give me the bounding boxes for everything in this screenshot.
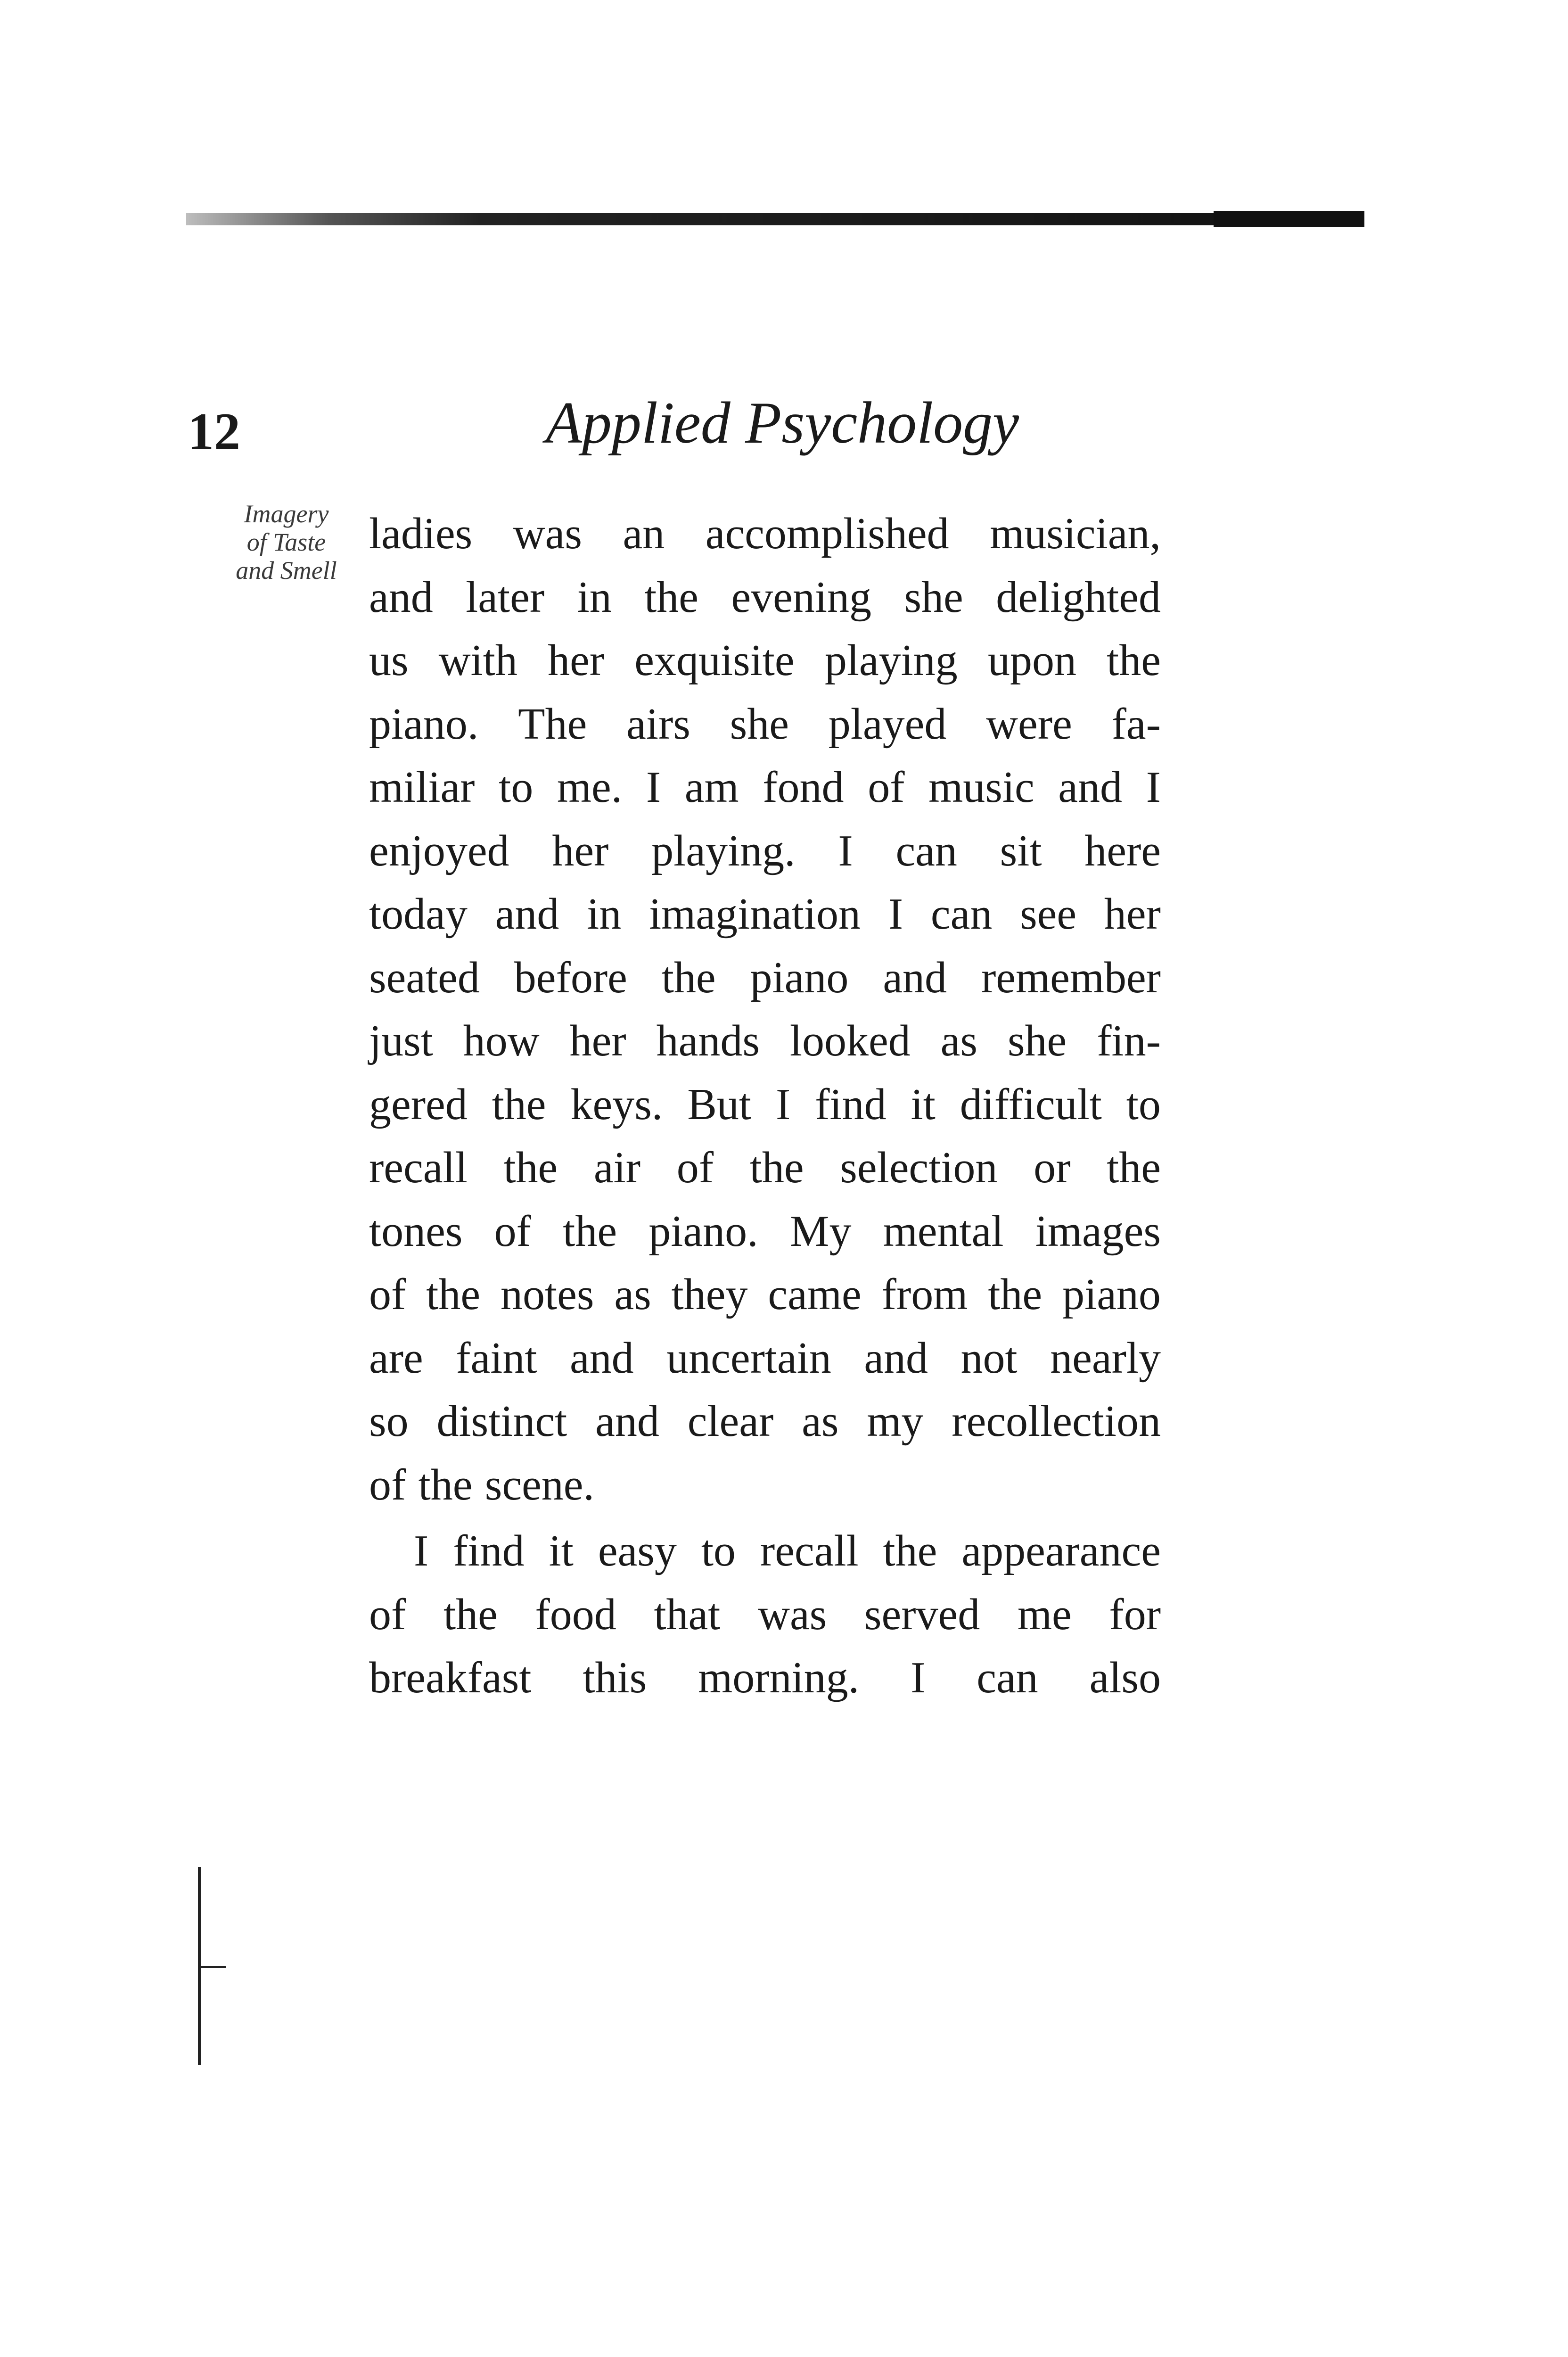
word: faint <box>456 1333 537 1383</box>
word: piano. <box>369 699 479 749</box>
word: as <box>802 1397 839 1446</box>
word: that <box>654 1590 721 1639</box>
word: fa- <box>1111 699 1161 749</box>
word: airs <box>626 699 690 749</box>
word: I <box>888 890 903 939</box>
word: was <box>513 509 582 558</box>
word: ladies <box>369 509 473 558</box>
word: her <box>1104 890 1161 939</box>
word: I <box>838 826 853 875</box>
word: exquisite <box>634 636 795 685</box>
body-text <box>369 502 1161 1710</box>
word: with <box>438 636 517 685</box>
margin-scan-mark <box>198 1966 226 1968</box>
word: notes <box>501 1270 594 1319</box>
word: accomplished <box>705 509 949 558</box>
text-line <box>369 566 1161 629</box>
word: the <box>883 1526 937 1575</box>
text-line <box>369 1136 1161 1200</box>
word: the <box>503 1143 558 1192</box>
text-line <box>369 629 1161 692</box>
word: as <box>614 1270 651 1319</box>
word: was <box>758 1590 827 1639</box>
running-title: Applied Psychology <box>545 390 1019 456</box>
word: it <box>549 1526 574 1575</box>
text-line <box>369 819 1161 883</box>
word: piano. <box>649 1206 758 1256</box>
top-rule <box>186 213 1364 225</box>
word: The <box>518 699 587 749</box>
word: and <box>1058 763 1123 812</box>
word: miliar <box>369 763 475 812</box>
word: tones <box>369 1206 463 1256</box>
text-line <box>369 882 1161 946</box>
word: the <box>661 953 716 1002</box>
word: upon <box>987 636 1076 685</box>
word: seated <box>369 953 480 1002</box>
word: am <box>684 763 739 812</box>
word: find <box>815 1080 887 1129</box>
word: the <box>1107 1143 1161 1192</box>
word: just <box>369 1016 433 1065</box>
word: to <box>701 1526 736 1575</box>
page-number: 12 <box>188 403 240 461</box>
text-line <box>369 1073 1161 1137</box>
word: sit <box>1000 826 1042 875</box>
word: I <box>1146 763 1161 812</box>
text-line <box>369 1327 1161 1390</box>
word: can <box>977 1653 1038 1702</box>
word: delighted <box>996 572 1161 622</box>
word: enjoyed <box>369 826 509 875</box>
word: she <box>1007 1016 1067 1065</box>
word: uncertain <box>666 1333 831 1383</box>
word: of <box>494 1206 531 1256</box>
word: came <box>768 1270 862 1319</box>
word: recollection <box>952 1397 1161 1446</box>
word: looked <box>789 1016 911 1065</box>
word: the <box>563 1206 617 1256</box>
word: here <box>1084 826 1161 875</box>
word: and <box>595 1397 659 1446</box>
word: they <box>671 1270 748 1319</box>
word: the <box>418 1460 473 1509</box>
word: me. <box>557 763 623 812</box>
word: it <box>911 1080 936 1129</box>
word: fin- <box>1097 1016 1161 1065</box>
word: and <box>369 572 433 622</box>
text-line <box>369 692 1161 756</box>
word: not <box>961 1333 1018 1383</box>
word: the <box>988 1270 1043 1319</box>
word: of <box>369 1590 406 1639</box>
word: the <box>426 1270 481 1319</box>
word: of <box>369 1460 406 1509</box>
text-line <box>369 1263 1161 1327</box>
text-line <box>369 756 1161 819</box>
word: distinct <box>436 1397 567 1446</box>
word: her <box>552 826 609 875</box>
side-note-line: of Taste <box>246 528 326 556</box>
word: played <box>828 699 947 749</box>
word: served <box>864 1590 980 1639</box>
word: so <box>369 1397 409 1446</box>
word: in <box>587 890 622 939</box>
word: I <box>775 1080 791 1129</box>
word: are <box>369 1333 423 1383</box>
word: and <box>864 1333 928 1383</box>
word: food <box>535 1590 616 1639</box>
word: air <box>593 1143 641 1192</box>
text-line <box>369 1390 1161 1453</box>
word: in <box>577 572 612 622</box>
word: gered <box>369 1080 468 1129</box>
text-line <box>369 1200 1161 1263</box>
word: clear <box>687 1397 774 1446</box>
word: can <box>895 826 957 875</box>
text-line <box>369 1009 1161 1073</box>
word: breakfast <box>369 1653 532 1702</box>
word: I <box>414 1526 429 1575</box>
word: playing. <box>651 826 796 875</box>
word: before <box>514 953 627 1002</box>
word: scene. <box>484 1460 595 1509</box>
word: as <box>940 1016 977 1065</box>
word: playing <box>824 636 958 685</box>
word: the <box>749 1143 804 1192</box>
word: evening <box>731 572 871 622</box>
word: to <box>1126 1080 1161 1129</box>
word: an <box>623 509 665 558</box>
word: later <box>466 572 545 622</box>
word: my <box>867 1397 924 1446</box>
text-line <box>369 946 1161 1010</box>
word: how <box>463 1016 540 1065</box>
word: she <box>730 699 789 749</box>
text-line <box>369 1583 1161 1647</box>
word: music <box>928 763 1034 812</box>
word: also <box>1089 1653 1161 1702</box>
word: nearly <box>1050 1333 1161 1383</box>
word: her <box>569 1016 626 1065</box>
word: keys. <box>570 1080 663 1129</box>
word: the <box>443 1590 498 1639</box>
word: were <box>986 699 1072 749</box>
word: musician, <box>990 509 1161 558</box>
word: find <box>453 1526 525 1575</box>
text-line <box>369 502 1161 566</box>
word: she <box>904 572 963 622</box>
word: and <box>883 953 947 1002</box>
word: of <box>369 1270 406 1319</box>
word: of <box>676 1143 714 1192</box>
word: me <box>1017 1590 1072 1639</box>
word: mental <box>883 1206 1004 1256</box>
word: I <box>911 1653 926 1702</box>
word: of <box>868 763 905 812</box>
word: images <box>1035 1206 1161 1256</box>
word: her <box>548 636 605 685</box>
word: the <box>644 572 698 622</box>
word: the <box>492 1080 546 1129</box>
word: or <box>1034 1143 1071 1192</box>
word: selection <box>840 1143 998 1192</box>
word: piano <box>1062 1270 1161 1319</box>
word: from <box>881 1270 968 1319</box>
word: fond <box>763 763 844 812</box>
word: But <box>687 1080 752 1129</box>
word: I <box>646 763 661 812</box>
text-line <box>369 1519 1161 1583</box>
word: imagination <box>649 890 861 939</box>
word: for <box>1109 1590 1161 1639</box>
word: see <box>1020 890 1077 939</box>
word: easy <box>598 1526 677 1575</box>
word: morning. <box>698 1653 860 1702</box>
text-line <box>369 1646 1161 1710</box>
word: us <box>369 636 409 685</box>
text-line <box>369 1453 1161 1517</box>
top-rule-end <box>1214 211 1364 227</box>
word: difficult <box>960 1080 1102 1129</box>
word: remember <box>981 953 1161 1002</box>
side-note-line: Imagery <box>244 500 329 528</box>
word: to <box>499 763 534 812</box>
side-note-line: and Smell <box>236 556 337 585</box>
word: recall <box>369 1143 468 1192</box>
word: today <box>369 890 468 939</box>
word: appearance <box>961 1526 1161 1575</box>
word: hands <box>656 1016 760 1065</box>
word: the <box>1107 636 1161 685</box>
word: can <box>930 890 993 939</box>
word: piano <box>750 953 849 1002</box>
word: this <box>583 1653 647 1702</box>
word: and <box>495 890 559 939</box>
word: recall <box>760 1526 859 1575</box>
word: My <box>789 1206 852 1256</box>
word: and <box>569 1333 634 1383</box>
side-note <box>207 500 365 585</box>
